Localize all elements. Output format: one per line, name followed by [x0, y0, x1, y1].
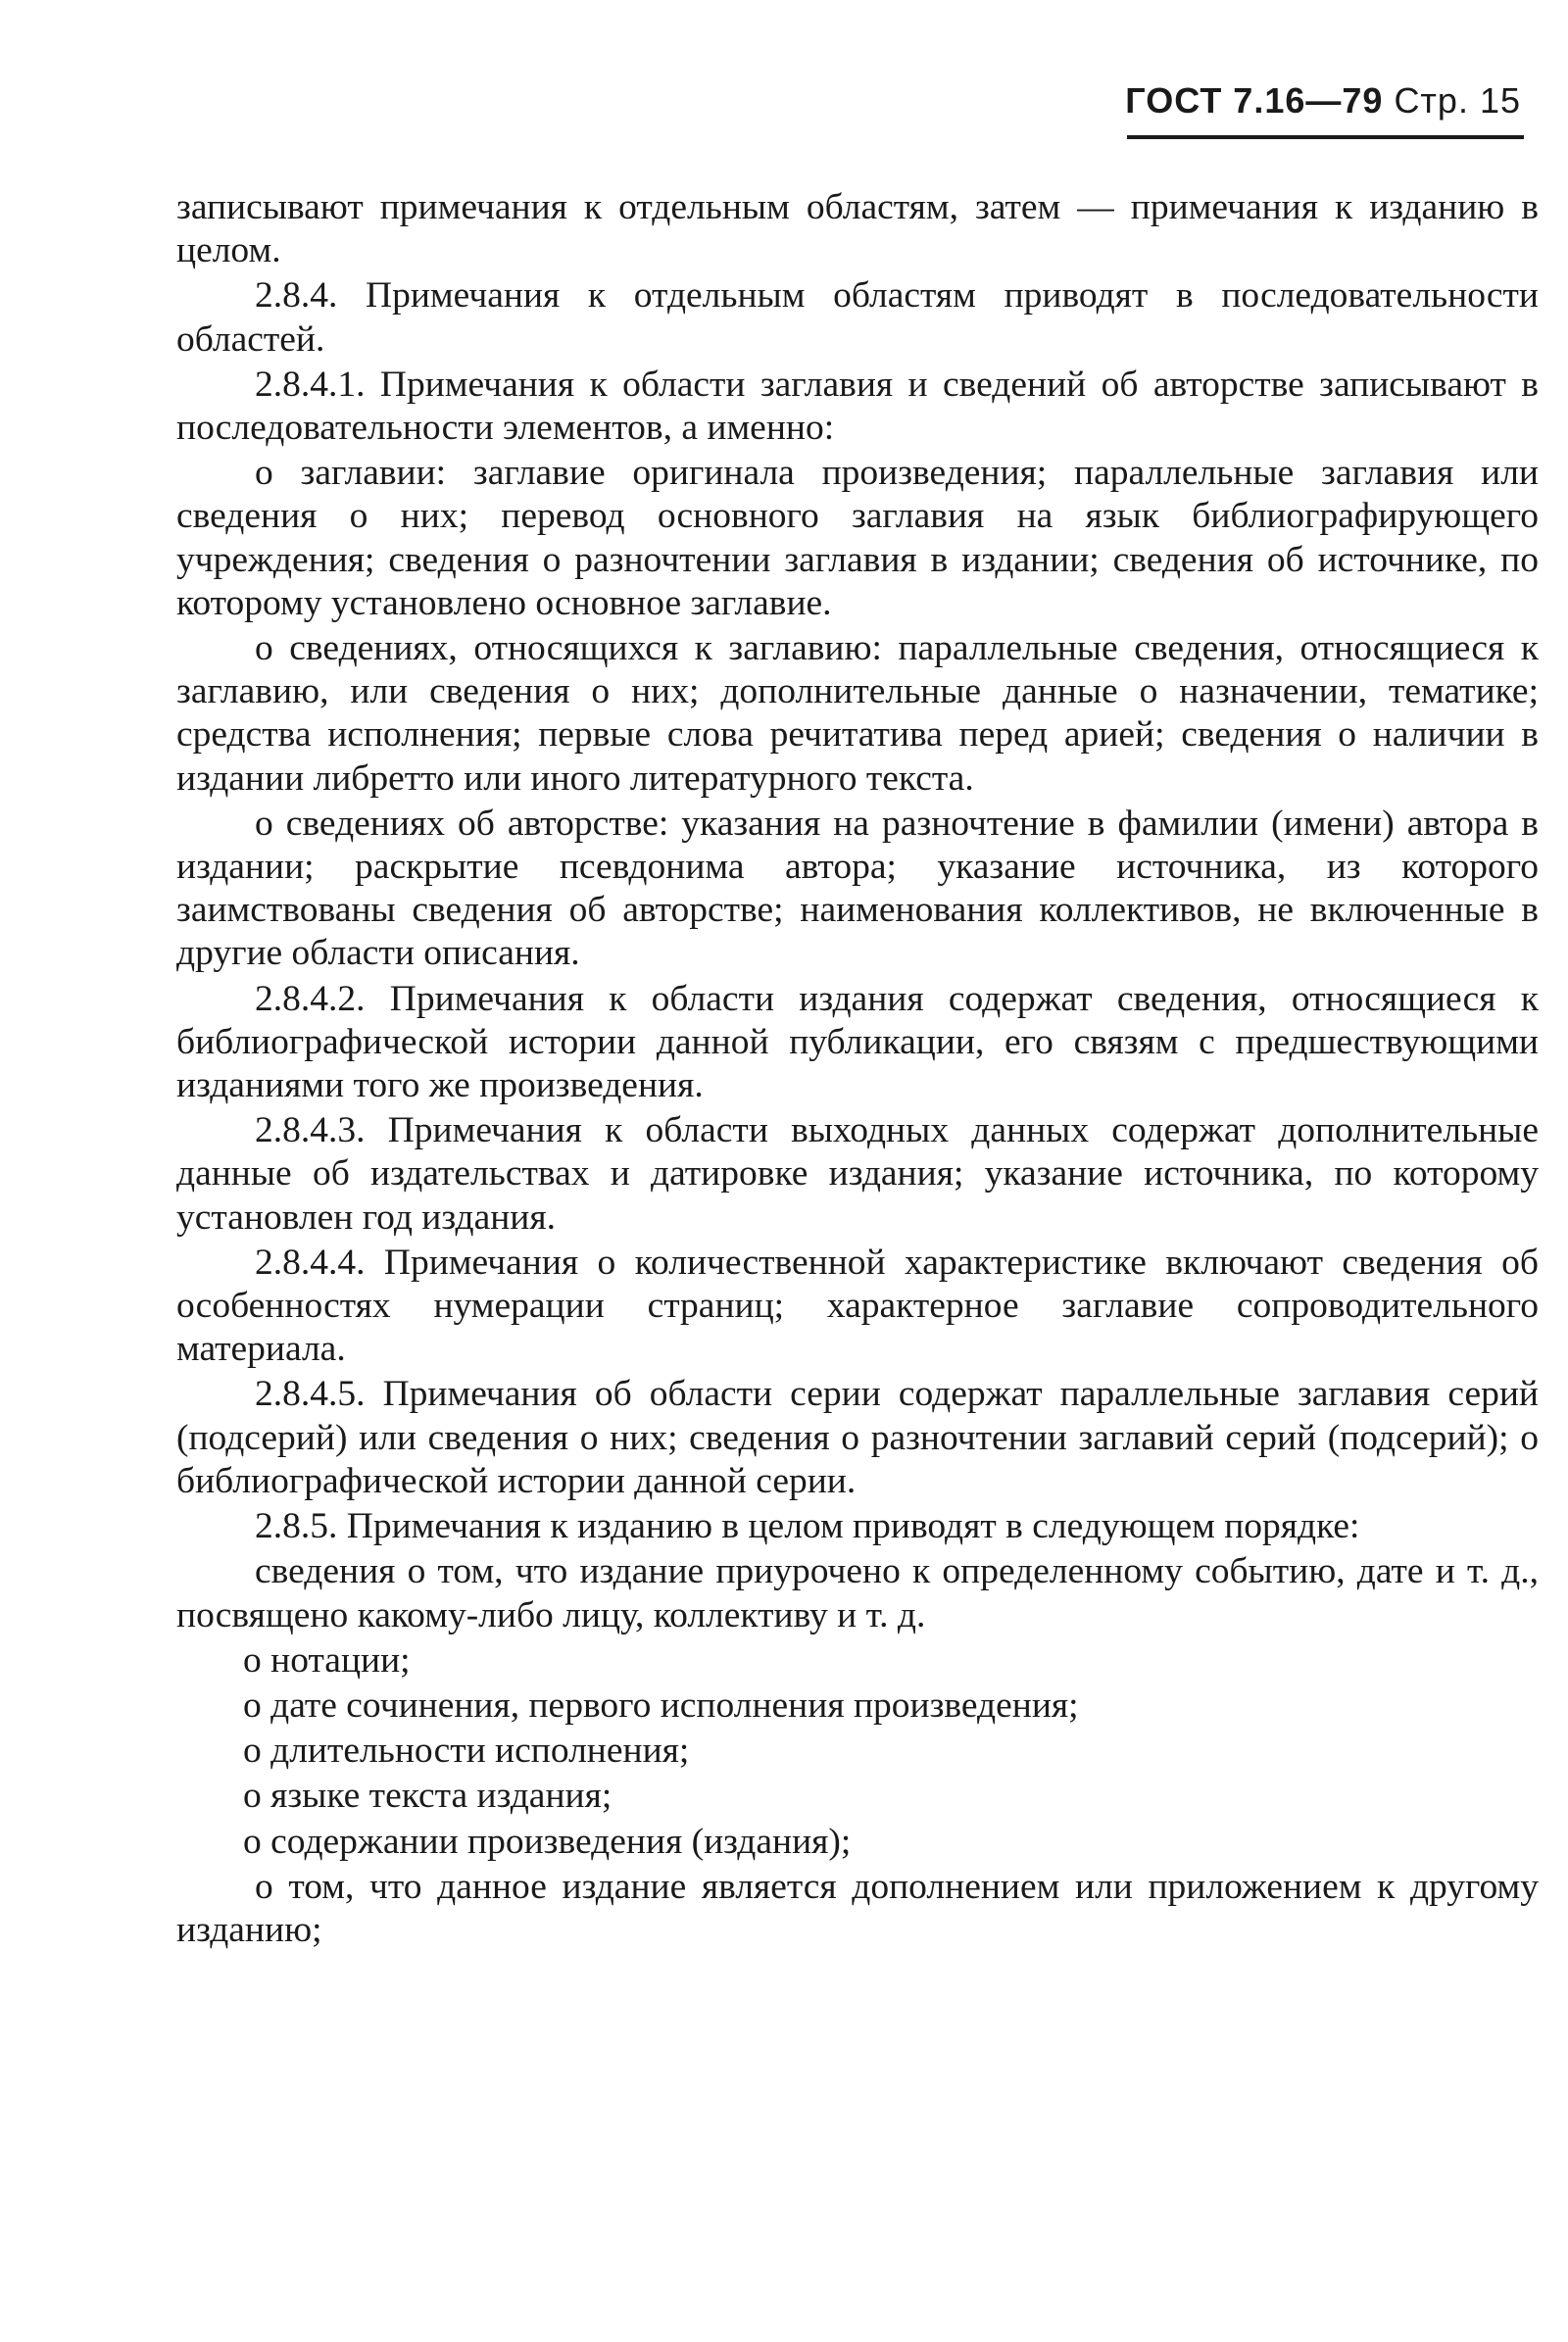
list-item-composition-date: о дате сочинения, первого исполнения произведения;	[243, 1684, 1079, 1726]
paragraph-2-8-4: 2.8.4. Примечания к отдельным областям приводят в последовательности областей.	[176, 275, 1539, 360]
paragraph-authorship-notes: о сведениях об авторстве: указания на разночтение в фамилии (имени) автора в издании; раскрытие псевдонима автора; указание источника, из которого заимствованы сведения об авторстве; наименования коллективов, не включенные в другие области описания.	[176, 803, 1539, 974]
paragraph-2-8-4-3: 2.8.4.3. Примечания к области выходных данных содержат дополнительные данные об издательствах и датировке издания; указание источника, по которому установлен год издания.	[176, 1110, 1539, 1238]
standard-number: ГОСТ 7.16—79	[1125, 80, 1384, 121]
page-number: Стр. 15	[1394, 80, 1521, 121]
paragraph-2-8-4-2: 2.8.4.2. Примечания к области издания содержат сведения, относящиеся к библиографической истории данной публикации, его связям с предшествующими изданиями того же произведения.	[176, 978, 1539, 1106]
list-item-contents: о содержании произведения (издания);	[243, 1821, 852, 1862]
paragraph-2-8-4-5: 2.8.4.5. Примечания об области серии содержат параллельные заглавия серий (подсерий) или сведения о них; сведения о разночтении заглавий серий (подсерий); о библиографической истории данной серии.	[176, 1374, 1539, 1501]
document-body	[176, 186, 1539, 1954]
header-rule	[1127, 135, 1524, 139]
paragraph-2-8-4-1: 2.8.4.1. Примечания к области заглавия и сведений об авторстве записывают в последовательности элементов, а именно:	[176, 364, 1539, 449]
list-item-notation: о нотации;	[243, 1639, 411, 1681]
paragraph-supplement: о том, что данное издание является дополнением или приложением к другому изданию;	[176, 1866, 1539, 1950]
paragraph-2-8-4-4: 2.8.4.4. Примечания о количественной характеристике включают сведения об особенностях нумерации страниц; характерное заглавие сопроводительного материала.	[176, 1242, 1539, 1370]
paragraph-title-info-notes: о сведениях, относящихся к заглавию: параллельные сведения, относящиеся к заглавию, или сведения о них; дополнительные данные о назначении, тематике; средства исполнения; первые слова речитатива перед арией; сведения о наличии в издании либретто или иного литературного текста.	[176, 628, 1539, 799]
paragraph-title-notes: о заглавии: заглавие оригинала произведения; параллельные заглавия или сведения о них; перевод основного заглавия на язык библиографирующего учреждения; сведения о разночтении заглавия в издании; сведения об источнике, по которому установлено основное заглавие.	[176, 453, 1539, 623]
paragraph-continuation: записывают примечания к отдельным областям, затем — примечания к изданию в целом.	[176, 187, 1539, 271]
page-header	[1125, 80, 1521, 122]
list-item-duration: о длительности исполнения;	[243, 1731, 690, 1772]
paragraph-2-8-5: 2.8.5. Примечания к изданию в целом приводят в следующем порядке:	[255, 1506, 1360, 1547]
list-item-language: о языке текста издания;	[243, 1776, 612, 1817]
paragraph-event-dedication: сведения о том, что издание приурочено к определенному событию, дате и т. д., посвящено какому-либо лицу, коллективу и т. д.	[176, 1551, 1539, 1635]
